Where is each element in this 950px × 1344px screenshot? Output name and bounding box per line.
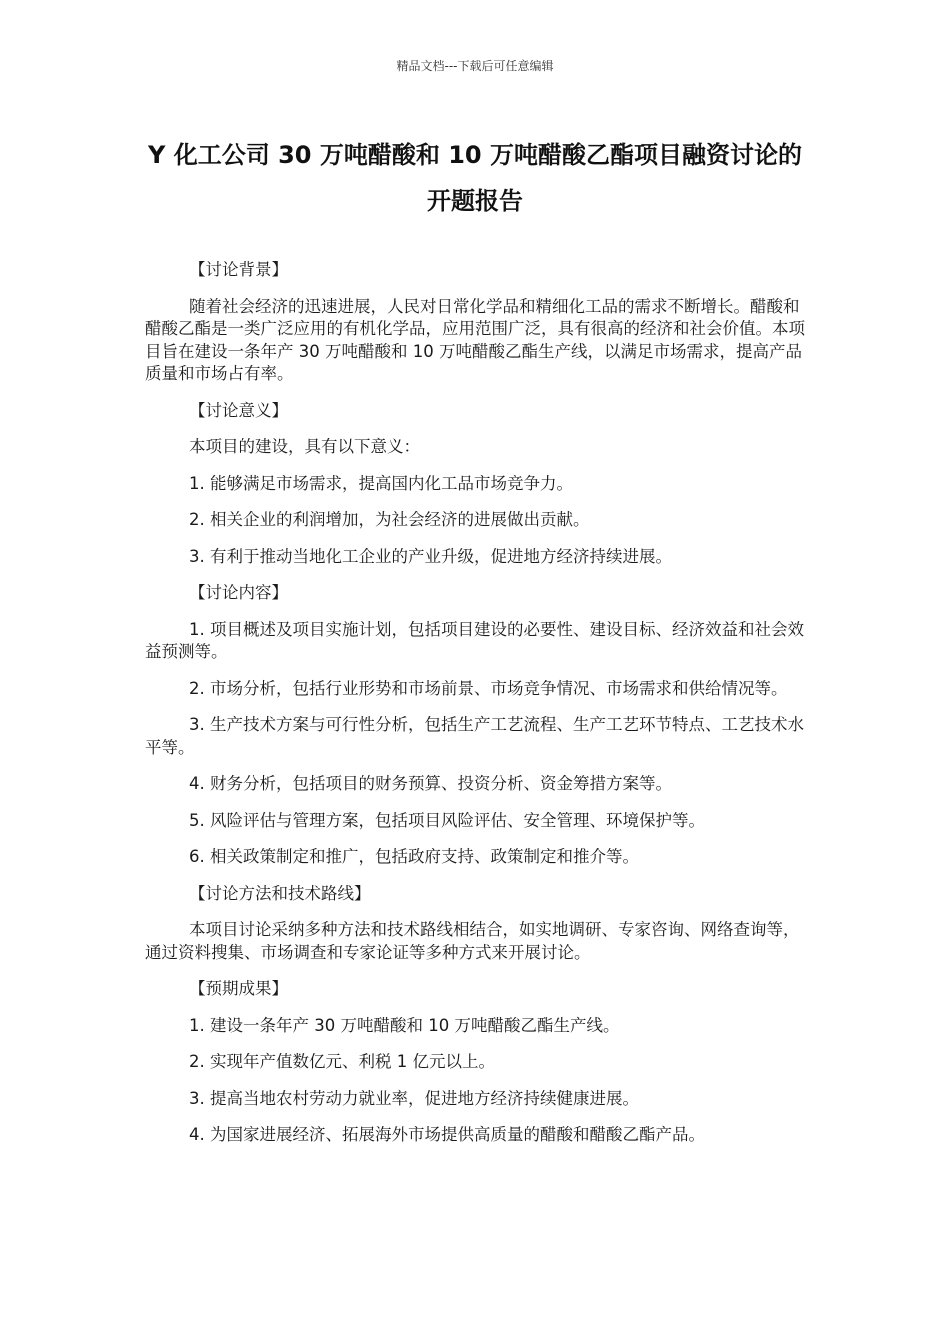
list-item: 2. 市场分析，包括行业形势和市场前景、市场竞争情况、市场需求和供给情况等。 (189, 678, 788, 698)
section-heading-background: 【讨论背景】 (189, 260, 288, 279)
list-item: 4. 财务分析，包括项目的财务预算、投资分析、资金筹措方案等。 (189, 774, 672, 793)
section-heading-outcomes: 【预期成果】 (189, 979, 288, 998)
list-item: 2. 实现年产值数亿元、利税 1 亿元以上。 (189, 1052, 495, 1071)
section-heading-significance: 【讨论意义】 (189, 400, 288, 420)
paragraph-significance-intro: 本项目的建设，具有以下意义： (189, 437, 420, 456)
list-item: 5. 风险评估与管理方案，包括项目风险评估、安全管理、环境保护等。 (189, 810, 705, 830)
list-item: 3. 有利于推动当地化工企业的产业升级，促进地方经济持续进展。 (189, 546, 672, 566)
document-body (145, 259, 807, 1161)
list-item: 3. 生产技术方案与可行性分析，包括生产工艺流程、生产工艺环节特点、工艺技术水平等。 (145, 715, 804, 757)
section-heading-content: 【讨论内容】 (189, 583, 288, 602)
list-item: 3. 提高当地农村劳动力就业率，促进地方经济持续健康进展。 (189, 1088, 639, 1108)
list-item: 2. 相关企业的利润增加，为社会经济的进展做出贡献。 (189, 510, 590, 529)
list-item: 1. 能够满足市场需求，提高国内化工品市场竞争力。 (189, 473, 573, 493)
page-header: 精品文档---下载后可任意编辑 (396, 59, 554, 73)
list-item: 4. 为国家进展经济、拓展海外市场提供高质量的醋酸和醋酸乙酯产品。 (189, 1125, 705, 1144)
paragraph-background: 随着社会经济的迅速进展，人民对日常化学品和精细化工品的需求不断增长。醋酸和醋酸乙酯是一类广泛应用的有机化学品，应用范围广泛，具有很高的经济和社会价值。本项目旨在建设一条年产 30 万吨醋酸和 10 万吨醋酸乙酯生产线，以满足市场需求，提高产品质量和市场占有率。 (145, 296, 805, 383)
list-item: 1. 项目概述及项目实施计划，包括项目建设的必要性、建设目标、经济效益和社会效益预测等。 (145, 619, 804, 661)
document-title: Y 化工公司 30 万吨醋酸和 10 万吨醋酸乙酯项目融资讨论的开题报告 (148, 141, 802, 215)
list-item: 6. 相关政策制定和推广，包括政府支持、政策制定和推介等。 (189, 847, 639, 866)
section-heading-methods: 【讨论方法和技术路线】 (189, 883, 371, 903)
list-item: 1. 建设一条年产 30 万吨醋酸和 10 万吨醋酸乙酯生产线。 (189, 1015, 620, 1035)
paragraph-methods: 本项目讨论采纳多种方法和技术路线相结合，如实地调研、专家咨询、网络查询等，通过资料搜集、市场调查和专家论证等多种方式来开展讨论。 (145, 920, 800, 962)
